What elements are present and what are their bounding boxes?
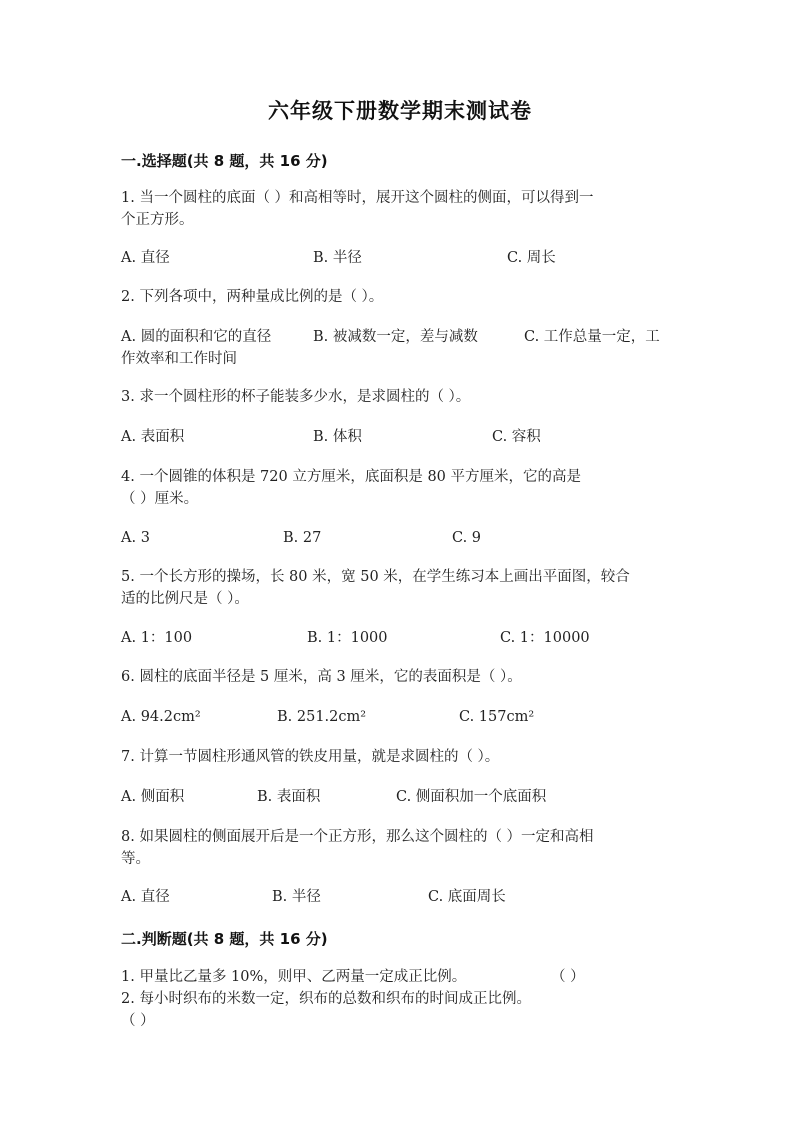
- question-4: [121, 466, 681, 510]
- question-4-line-1: 4. 一个圆锥的体积是 720 立方厘米，底面积是 80 平方厘米，它的高是: [121, 469, 582, 485]
- judgment-2: [121, 988, 681, 1032]
- question-6-option-a: A. 94.2cm²: [121, 709, 201, 725]
- question-2-option-a-line-2: 作效率和工作时间: [121, 351, 237, 367]
- question-5-line-1: 5. 一个长方形的操场，长 80 米，宽 50 米，在学生练习本上画出平面图，较合: [121, 569, 630, 585]
- question-8-option-c: C. 底面周长: [428, 889, 506, 905]
- question-5-option-c: C. 1：10000: [500, 630, 590, 646]
- question-7: 7. 计算一节圆柱形通风管的铁皮用量，就是求圆柱的（ ）。: [121, 749, 500, 765]
- question-5-option-a: A. 1：100: [121, 630, 193, 646]
- question-8-option-a: A. 直径: [121, 889, 170, 905]
- question-8: [121, 826, 681, 870]
- question-1-line-1: 1. 当一个圆柱的底面（ ）和高相等时，展开这个圆柱的侧面，可以得到一: [121, 190, 594, 206]
- question-2-option-a-line-1: A. 圆的面积和它的直径: [121, 329, 272, 345]
- question-5: [121, 566, 681, 610]
- section-heading-multiple-choice: 一.选择题(共 8 题，共 16 分): [121, 152, 328, 170]
- question-7-option-b: B. 表面积: [257, 789, 321, 805]
- question-6-option-b: B. 251.2cm²: [277, 709, 367, 725]
- judgment-1: [121, 966, 681, 988]
- question-2-option-c: C. 工作总量一定，工: [524, 329, 660, 345]
- question-4-option-a: A. 3: [121, 530, 150, 546]
- question-4-option-c: C. 9: [452, 530, 482, 546]
- question-3: 3. 求一个圆柱形的杯子能装多少水，是求圆柱的（ ）。: [121, 389, 471, 405]
- question-5-option-b: B. 1：1000: [307, 630, 388, 646]
- section-heading-true-false: 二.判断题(共 8 题，共 16 分): [121, 930, 328, 948]
- question-2-option-b: B. 被减数一定，差与减数: [313, 329, 478, 345]
- question-5-line-2: 适的比例尺是（ ）。: [121, 591, 249, 607]
- question-1-option-b: B. 半径: [313, 250, 362, 266]
- question-4-line-2: （ ）厘米。: [121, 491, 199, 507]
- judgment-2-line-1: 2. 每小时织布的米数一定，织布的总数和织布的时间成正比例。: [121, 991, 531, 1007]
- judgment-2-answer-paren: （ ）: [121, 1013, 155, 1029]
- question-6: 6. 圆柱的底面半径是 5 厘米，高 3 厘米，它的表面积是（ ）。: [121, 669, 522, 685]
- question-8-line-2: 等。: [121, 851, 150, 867]
- judgment-1-answer-paren: （ ）: [551, 969, 585, 985]
- judgment-1-text: 1. 甲量比乙量多 10%，则甲、乙两量一定成正比例。: [121, 969, 467, 985]
- question-7-option-c: C. 侧面积加一个底面积: [396, 789, 547, 805]
- question-7-option-a: A. 侧面积: [121, 789, 185, 805]
- question-4-option-b: B. 27: [283, 530, 322, 546]
- question-1-option-a: A. 直径: [121, 250, 170, 266]
- question-6-option-c: C. 157cm²: [459, 709, 535, 725]
- question-8-option-b: B. 半径: [272, 889, 321, 905]
- question-8-line-1: 8. 如果圆柱的侧面展开后是一个正方形，那么这个圆柱的（ ）一定和高相: [121, 829, 594, 845]
- question-2: 2. 下列各项中，两种量成比例的是（ ）。: [121, 289, 384, 305]
- question-2-option-a: [121, 326, 271, 370]
- question-1-option-c: C. 周长: [507, 250, 556, 266]
- page-title: 六年级下册数学期末测试卷: [268, 99, 532, 123]
- question-1: [121, 187, 681, 231]
- question-3-option-c: C. 容积: [492, 429, 541, 445]
- question-3-option-b: B. 体积: [313, 429, 362, 445]
- question-1-line-2: 个正方形。: [121, 212, 194, 228]
- question-3-option-a: A. 表面积: [121, 429, 185, 445]
